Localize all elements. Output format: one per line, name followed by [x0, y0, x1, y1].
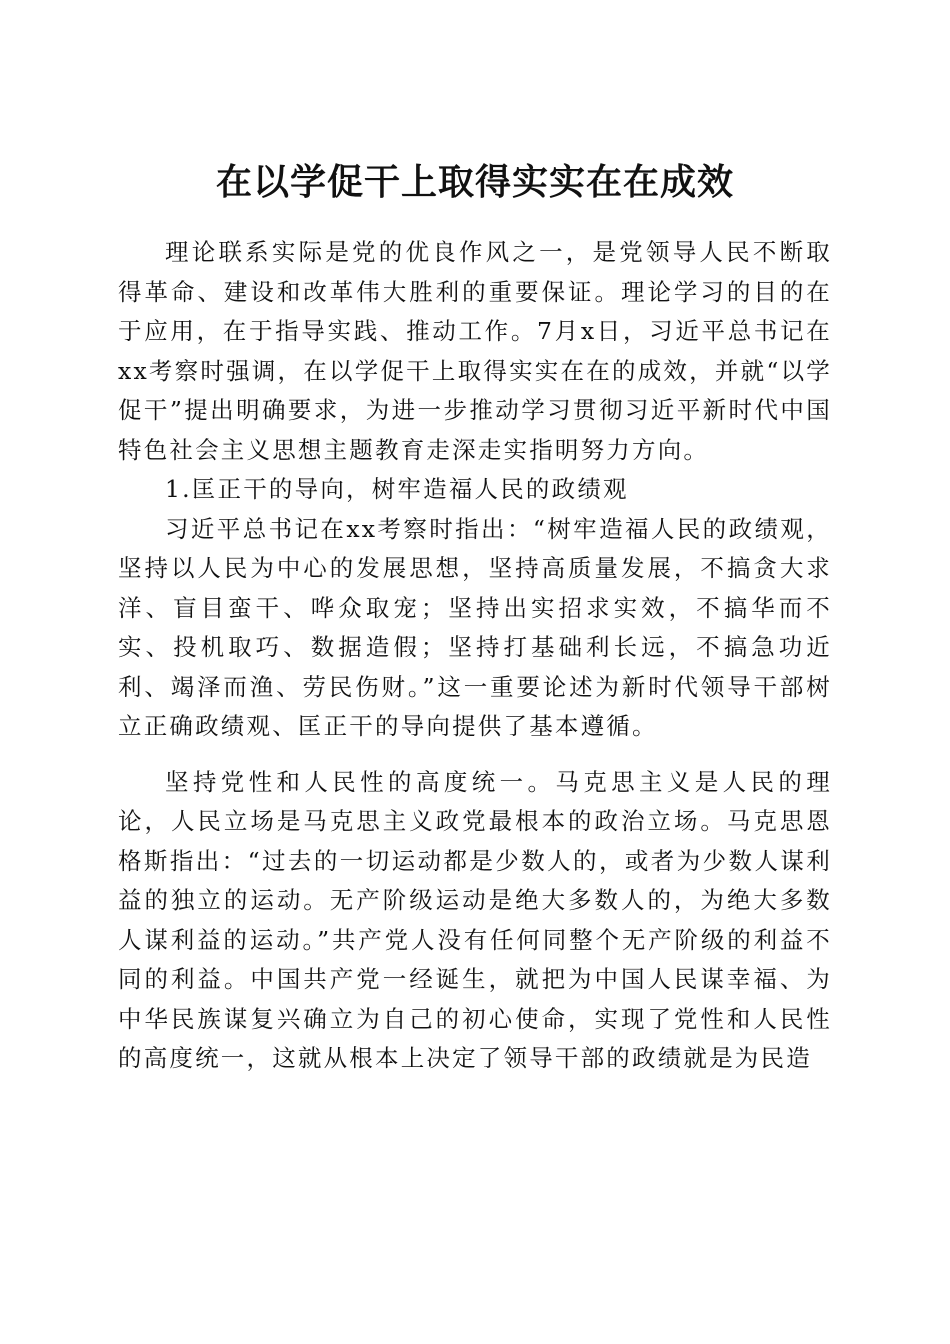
- paragraph-intro: 理论联系实际是党的优良作风之一，是党领导人民不断取得革命、建设和改革伟大胜利的重要保证。理论学习的目的在于应用，在于指导实践、推动工作。7月x日，习近平总书记在xx考察时强调，在以学促干上取得实实在在的成效，并就“以学促干”提出明确要求，为进一步推动学习贯彻习近平新时代中国特色社会主义思想主题教育走深走实指明努力方向。: [118, 238, 832, 464]
- paragraph-party-people: 坚持党性和人民性的高度统一。马克思主义是人民的理论，人民立场是马克思主义政党最根本的政治立场。马克思恩格斯指出：“过去的一切运动都是少数人的，或者为少数人谋利益的独立的运动。无产阶级运动是绝大多数人的，为绝大多数人谋利益的运动。”共产党人没有任何同整个无产阶级的利益不同的利益。中国共产党一经诞生，就把为中国人民谋幸福、为中华民族谋复兴确立为自己的初心使命，实现了党性和人民性的高度统一，这就从根本上决定了领导干部的政绩就是为民造: [118, 767, 832, 1072]
- paragraph-quote: 习近平总书记在xx考察时指出：“树牢造福人民的政绩观，坚持以人民为中心的发展思想，坚持高质量发展，不搞贪大求洋、盲目蛮干、哗众取宠；坚持出实招求实效，不搞华而不实、投机取巧、数据造假；坚持打基础利长远，不搞急功近利、竭泽而渔、劳民伤财。”这一重要论述为新时代领导干部树立正确政绩观、匡正干的导向提供了基本遵循。: [118, 514, 832, 740]
- section-heading: 1.匡正干的导向，树牢造福人民的政绩观: [165, 475, 629, 503]
- document-title: 在以学促干上取得实实在在成效: [215, 162, 734, 204]
- document-body: [118, 233, 832, 1079]
